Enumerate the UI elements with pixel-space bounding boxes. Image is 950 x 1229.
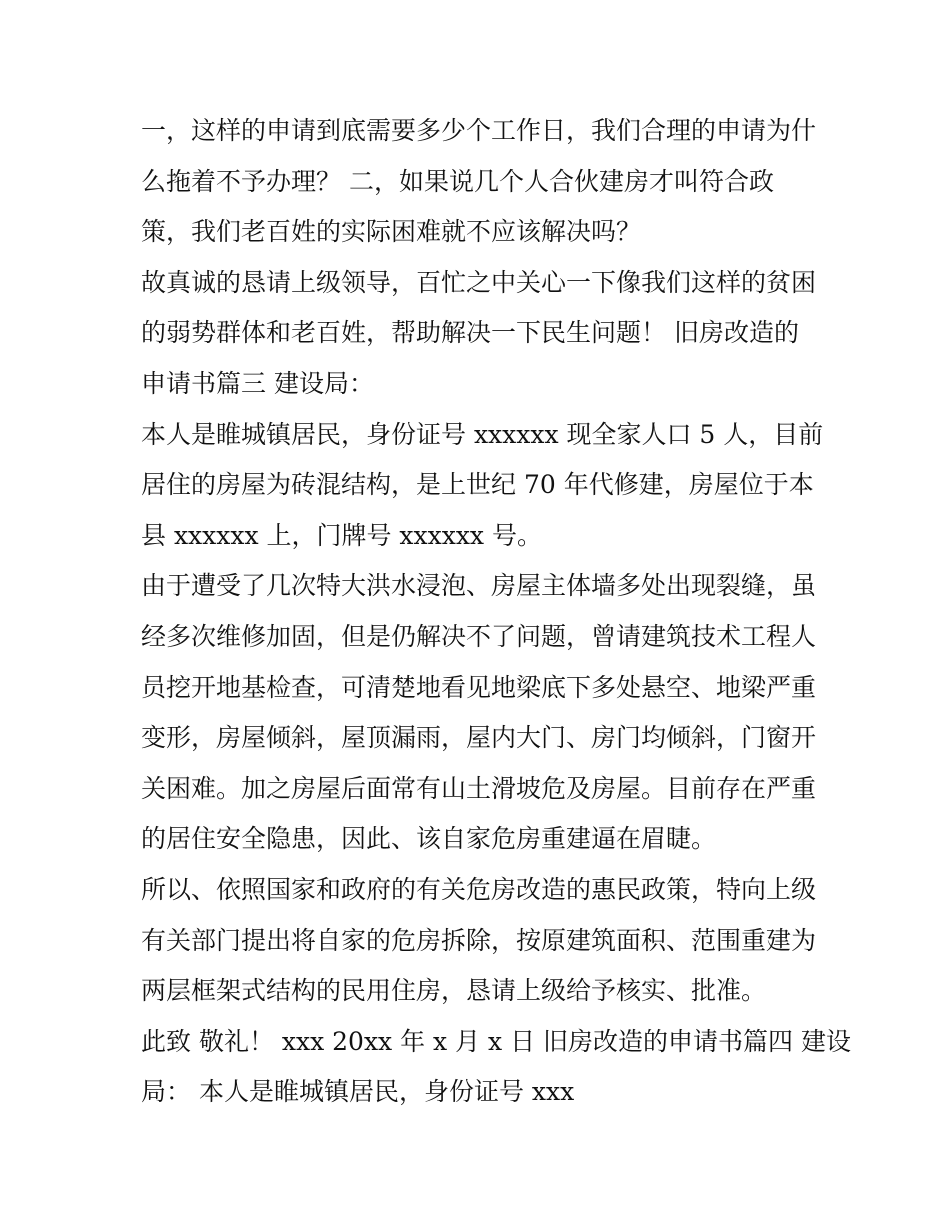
text-line: 经多次维修加固，但是仍解决不了问题，曾请建筑技术工程人 xyxy=(141,621,817,651)
text-line: 局： 本人是睢城镇居民，身份证号 xxx xyxy=(141,1077,575,1107)
text-line: 策，我们老百姓的实际困难就不应该解决吗？ xyxy=(141,217,642,247)
text-line: 本人是睢城镇居民，身份证号 xxxxxx 现全家人口 5 人，目前 xyxy=(141,419,824,449)
text-line: 员挖开地基检查，可清楚地看见地梁底下多处悬空、地梁严重 xyxy=(141,672,817,702)
text-line: 由于遭受了几次特大洪水浸泡、房屋主体墙多处出现裂缝，虽 xyxy=(141,571,817,601)
text-line: 居住的房屋为砖混结构，是上世纪 70 年代修建，房屋位于本 xyxy=(141,470,814,500)
text-line: 一，这样的申请到底需要多少个工作日，我们合理的申请为什 xyxy=(141,116,817,145)
text-line: 两层框架式结构的民用住房，恳请上级给予核实、批准。 xyxy=(141,976,767,1006)
text-line: 所以、依照国家和政府的有关危房改造的惠民政策，特向上级 xyxy=(141,874,817,904)
text-line: 县 xxxxxx 上，门牌号 xxxxxx 号。 xyxy=(141,520,542,550)
text-line: 关困难。加之房屋后面常有山土滑坡危及房屋。目前存在严重 xyxy=(141,773,817,803)
text-line: 的弱势群体和老百姓，帮助解决一下民生问题！ 旧房改造的 xyxy=(141,318,799,348)
text-line: 故真诚的恳请上级领导，百忙之中关心一下像我们这样的贫困 xyxy=(141,267,817,297)
text-line: 有关部门提出将自家的危房拆除，按原建筑面积、范围重建为 xyxy=(141,925,817,955)
text-line: 申请书篇三 建设局： xyxy=(141,368,374,398)
text-line: 的居住安全隐患，因此、该自家危房重建逼在眉睫。 xyxy=(141,824,717,854)
text-line: 此致 敬礼！ xxx 20xx 年 x 月 x 日 旧房改造的申请书篇四 建设 xyxy=(141,1026,851,1056)
text-line: 么拖着不予办理？ 二，如果说几个人合伙建房才叫符合政 xyxy=(141,166,774,196)
document-body xyxy=(141,106,851,1118)
text-line: 变形，房屋倾斜，屋顶漏雨，屋内大门、房门均倾斜，门窗开 xyxy=(141,723,817,753)
